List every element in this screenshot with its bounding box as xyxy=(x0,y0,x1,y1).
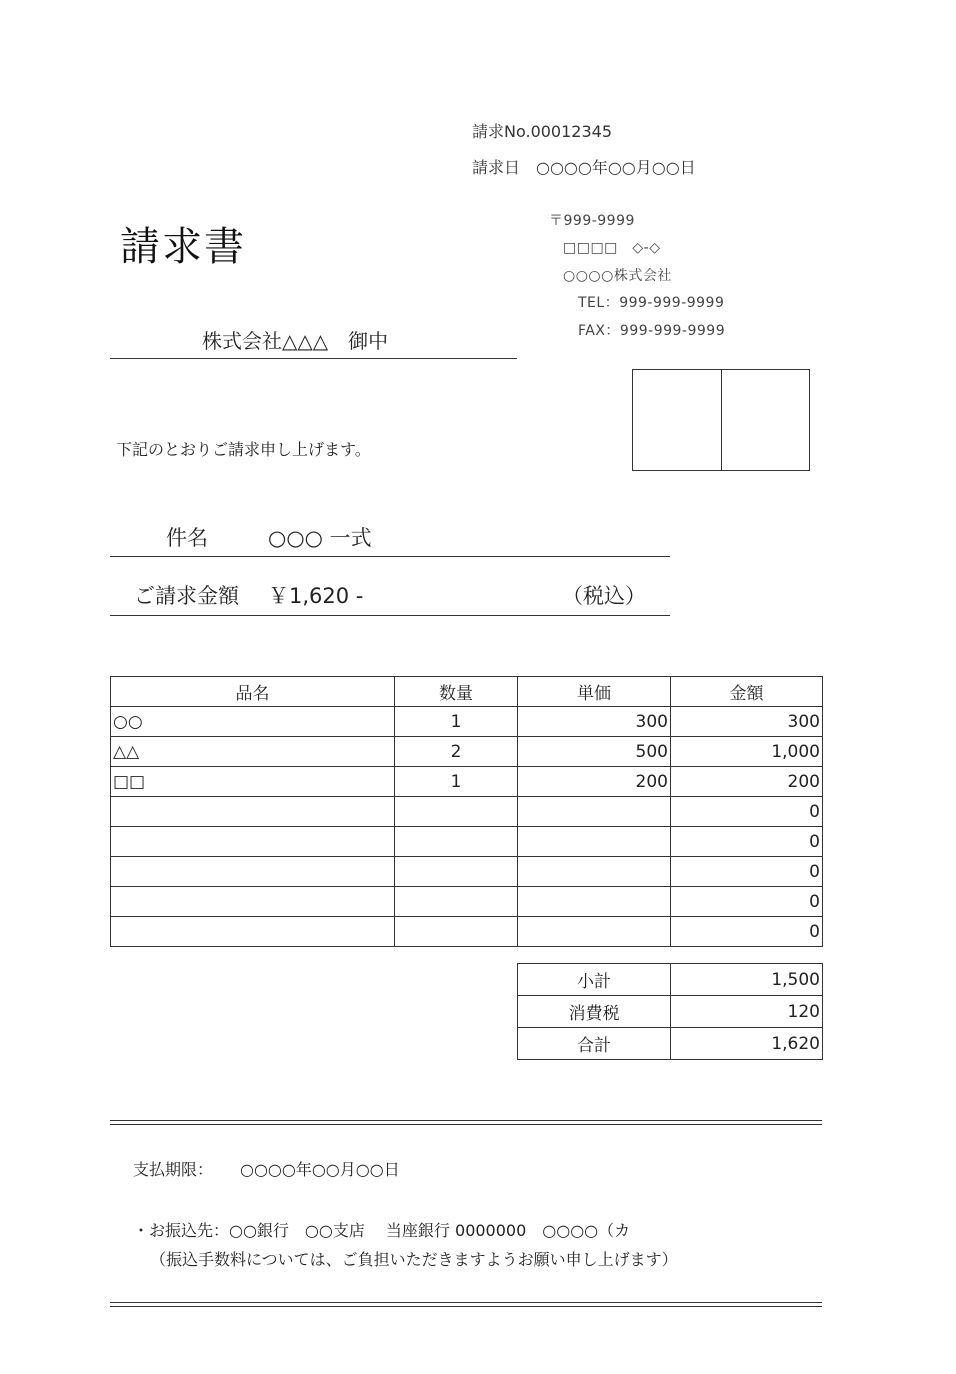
subtotal-label: 小計 xyxy=(518,964,671,996)
item-name-cell xyxy=(111,797,395,827)
item-name-cell: △△ xyxy=(111,737,395,767)
tax-label: 消費税 xyxy=(518,996,671,1028)
item-name-cell xyxy=(111,887,395,917)
sender-postal-code: 〒999-9999 xyxy=(549,213,635,229)
tax-row xyxy=(518,996,823,1028)
amount-cell: 0 xyxy=(671,887,823,917)
invoice-date: 請求日 ○○○○年○○月○○日 xyxy=(472,158,696,177)
bank-transfer-info: ・お振込先：○○銀行 ○○支店 当座銀行 0000000 ○○○○（カ xyxy=(133,1221,631,1240)
header-item-name: 品名 xyxy=(111,677,395,707)
sender-fax: FAX：999-999-9999 xyxy=(578,323,726,339)
intro-text: 下記のとおりご請求申し上げます。 xyxy=(116,440,371,459)
quantity-cell: 1 xyxy=(395,707,518,737)
footer-divider-bottom xyxy=(110,1302,822,1307)
amount-cell: 0 xyxy=(671,857,823,887)
tax-value: 120 xyxy=(671,996,823,1028)
table-row xyxy=(111,827,823,857)
billing-amount-value: ￥1,620 - xyxy=(268,584,364,608)
payment-due-label: 支払期限： xyxy=(133,1160,214,1179)
table-row xyxy=(111,797,823,827)
sender-address: □□□□ ◇-◇ xyxy=(563,240,661,256)
item-name-cell xyxy=(111,857,395,887)
unit-price-cell xyxy=(518,917,671,947)
total-value: 1,620 xyxy=(671,1028,823,1060)
sender-tel: TEL：999-999-9999 xyxy=(578,295,725,311)
table-row xyxy=(111,767,823,797)
amount-cell: 200 xyxy=(671,767,823,797)
table-row xyxy=(111,857,823,887)
table-row xyxy=(111,887,823,917)
quantity-cell xyxy=(395,887,518,917)
table-header-row xyxy=(111,677,823,707)
table-row xyxy=(111,737,823,767)
item-name-cell: ○○ xyxy=(111,707,395,737)
amount-cell: 0 xyxy=(671,797,823,827)
quantity-cell xyxy=(395,857,518,887)
subject-row xyxy=(110,522,670,557)
seal-box xyxy=(632,369,810,471)
unit-price-cell xyxy=(518,827,671,857)
subject-label: 件名 xyxy=(166,526,208,550)
subtotal-row xyxy=(518,964,823,996)
table-row xyxy=(111,917,823,947)
footer-divider-top xyxy=(110,1120,822,1125)
seal-cell xyxy=(721,370,810,470)
sender-company: ○○○○株式会社 xyxy=(563,268,672,284)
quantity-cell: 1 xyxy=(395,767,518,797)
table-row xyxy=(111,707,823,737)
subject-value: ○○○ 一式 xyxy=(268,526,372,550)
totals-table xyxy=(517,963,823,1060)
tax-included-note: （税込） xyxy=(562,584,646,608)
total-label: 合計 xyxy=(518,1028,671,1060)
unit-price-cell xyxy=(518,797,671,827)
header-amount: 金額 xyxy=(671,677,823,707)
header-unit-price: 単価 xyxy=(518,677,671,707)
unit-price-cell: 500 xyxy=(518,737,671,767)
amount-cell: 0 xyxy=(671,827,823,857)
quantity-cell xyxy=(395,797,518,827)
billing-amount-row xyxy=(110,580,670,616)
payment-due-date: ○○○○年○○月○○日 xyxy=(240,1160,400,1179)
quantity-cell xyxy=(395,917,518,947)
subtotal-value: 1,500 xyxy=(671,964,823,996)
line-items-table xyxy=(110,676,823,947)
billing-amount-label: ご請求金額 xyxy=(134,584,239,608)
unit-price-cell: 300 xyxy=(518,707,671,737)
quantity-cell: 2 xyxy=(395,737,518,767)
unit-price-cell xyxy=(518,887,671,917)
unit-price-cell: 200 xyxy=(518,767,671,797)
recipient-underline xyxy=(110,358,517,359)
recipient-name: 株式会社△△△ 御中 xyxy=(202,329,389,353)
seal-cell xyxy=(633,370,721,470)
amount-cell: 300 xyxy=(671,707,823,737)
document-title: 請求書 xyxy=(120,224,246,270)
item-name-cell xyxy=(111,917,395,947)
transfer-fee-note: （振込手数料については、ご負担いただきますようお願い申し上げます） xyxy=(150,1250,678,1269)
header-quantity: 数量 xyxy=(395,677,518,707)
invoice-number: 請求No.00012345 xyxy=(472,122,613,141)
total-row xyxy=(518,1028,823,1060)
amount-cell: 0 xyxy=(671,917,823,947)
amount-cell: 1,000 xyxy=(671,737,823,767)
quantity-cell xyxy=(395,827,518,857)
item-name-cell xyxy=(111,827,395,857)
item-name-cell: □□ xyxy=(111,767,395,797)
unit-price-cell xyxy=(518,857,671,887)
